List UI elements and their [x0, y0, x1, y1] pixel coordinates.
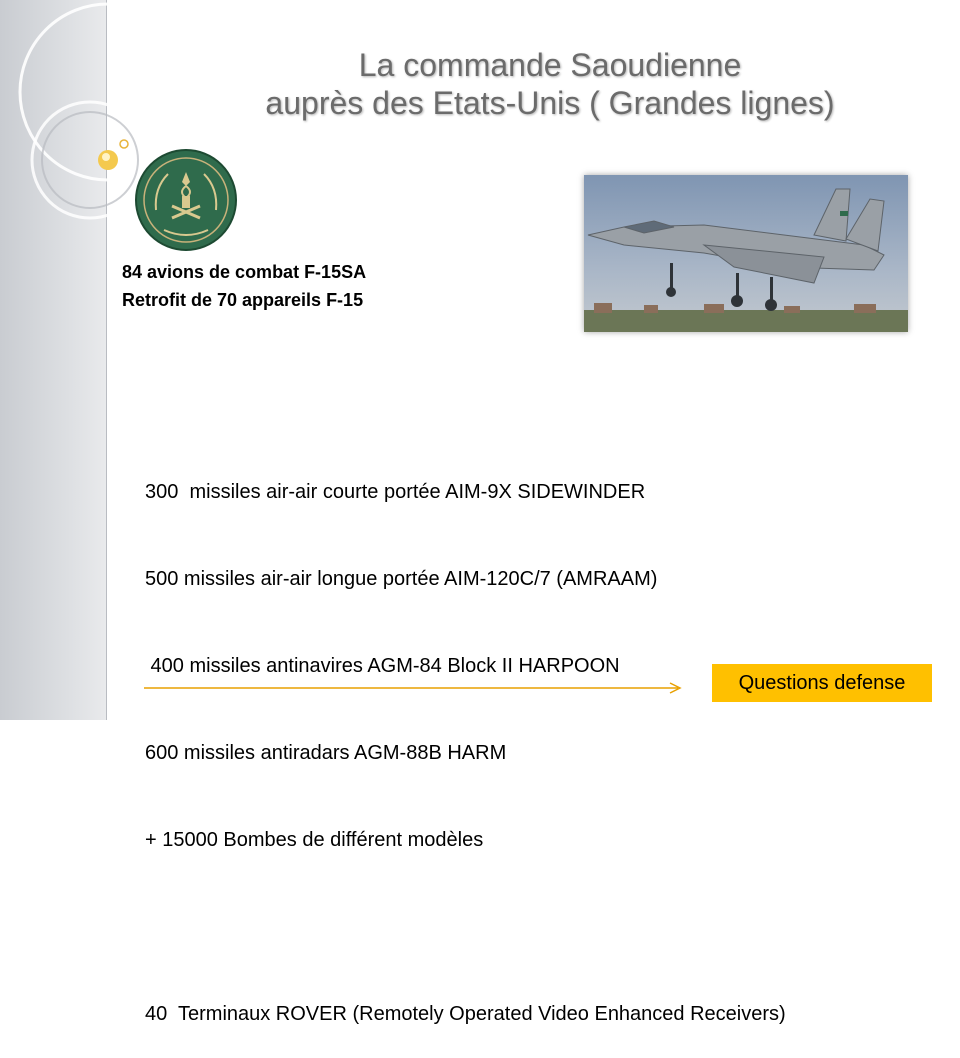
equipment-list: [145, 420, 786, 1058]
list-item: + 15000 Bombes de différent modèles: [145, 829, 484, 851]
highlight-line: Retrofit de 70 appareils F-15: [122, 290, 364, 310]
saudi-military-emblem-icon: [134, 148, 238, 252]
list-item: 600 missiles antiradars AGM-88B HARM: [145, 742, 507, 764]
list-item-spacer: [145, 913, 786, 942]
highlight-line: 84 avions de combat F-15SA: [122, 262, 367, 282]
list-item: 500 missiles air-air longue portée AIM-120C/7 (AMRAAM): [145, 568, 658, 590]
title-line-1: La commande Saoudienne: [358, 47, 742, 83]
left-decorative-band: [0, 0, 107, 720]
list-item: 300 missiles air-air courte portée AIM-9X SIDEWINDER: [145, 481, 646, 503]
list-item: 400 missiles antinavires AGM-84 Block II HARPOON: [145, 655, 620, 677]
right-arrow-icon: [144, 680, 684, 696]
questions-defense-badge: Questions defense: [712, 664, 932, 702]
title-line-2: auprès des Etats-Unis ( Grandes lignes): [265, 85, 835, 121]
aircraft-highlights: [122, 258, 366, 314]
slide-title: [190, 46, 910, 122]
list-item: 40 Terminaux ROVER (Remotely Operated Video Enhanced Receivers): [145, 1003, 786, 1025]
f15-fighter-jet-photo-icon: [584, 175, 908, 332]
